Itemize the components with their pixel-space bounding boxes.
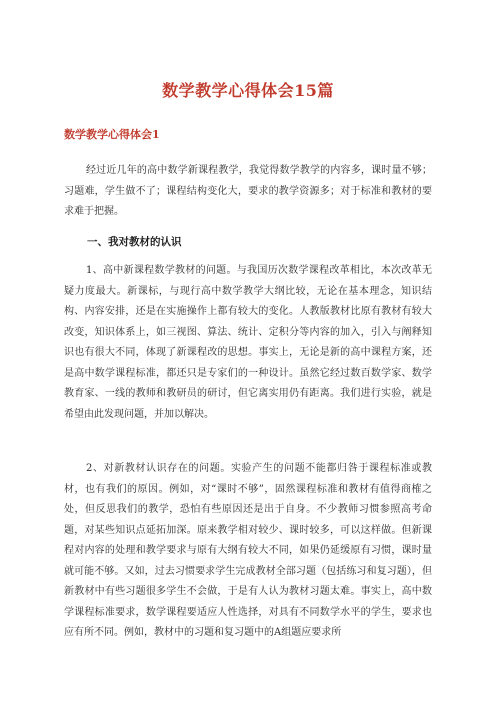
paragraph-intro: 经过近几年的高中数学新课程教学，我觉得数学教学的内容多，课时量不够；习题难，学生做不了；课程结构变化大，要求的教学资源多；对于标准和教材的要求难于把握。 [64,165,432,217]
document-title: 数学教学心得体会15篇 [162,81,334,100]
heading-textbook-understanding: 一、我对教材的认识 [87,236,182,248]
section-title: 数学教学心得体会1 [64,128,160,141]
paragraph-textbook-issues: 1、高中新课程数学教材的问题。与我国历次数学课程改革相比，本次改革无疑力度最大。新课标，与现行高中数学教学大纲比较，无论在基本理念，知识结构、内容安排，还是在实施操作上都有较大的变化。人教版教材比原有教材有较大改变，知识体系上，如三视图、算法、统计、定积分等内容的加入，引入与阐释知识也有很大不同，体现了新课程改的思想。事实上，无论是新的高中课程方案，还是高中数学课程标准，都还只是专家们的一种设计。虽然它经过数百数学家、数学教育家、一线的教师和教研员的研讨，但它离实用仍有距离。我们进行实验，就是希望由此发现问题，并加以解决。 [64,265,432,420]
paragraph-understanding-issues: 2、对新教材认识存在的问题。实验产生的问题不能都归咎于课程标准或教材，也有我们的原因。例如，对“课时不够”，固然课程标准和教材有值得商榷之处，但反思我们的教学，恐怕有些原因还是出于自身。不少教师习惯参照高考命题，对某些知识点延拓加深。原来教学相对较少、课时较多，可以这样做。但新课程对内容的处理和教学要求与原有大纲有较大不同，如果仍延缓原有习惯，课时量就可能不够。又如，过去习惯要求学生完成教材全部习题（包括练习和复习题），但新教材中有些习题很多学生不会做，于是有人认为教材习题太难。事实上，高中数学课程标准要求，数学课程要适应人性选择，对具有不同数学水平的学生，要求也应有所不同。例如，教材中的习题和复习题中的A组题应要求所 [64,463,432,638]
